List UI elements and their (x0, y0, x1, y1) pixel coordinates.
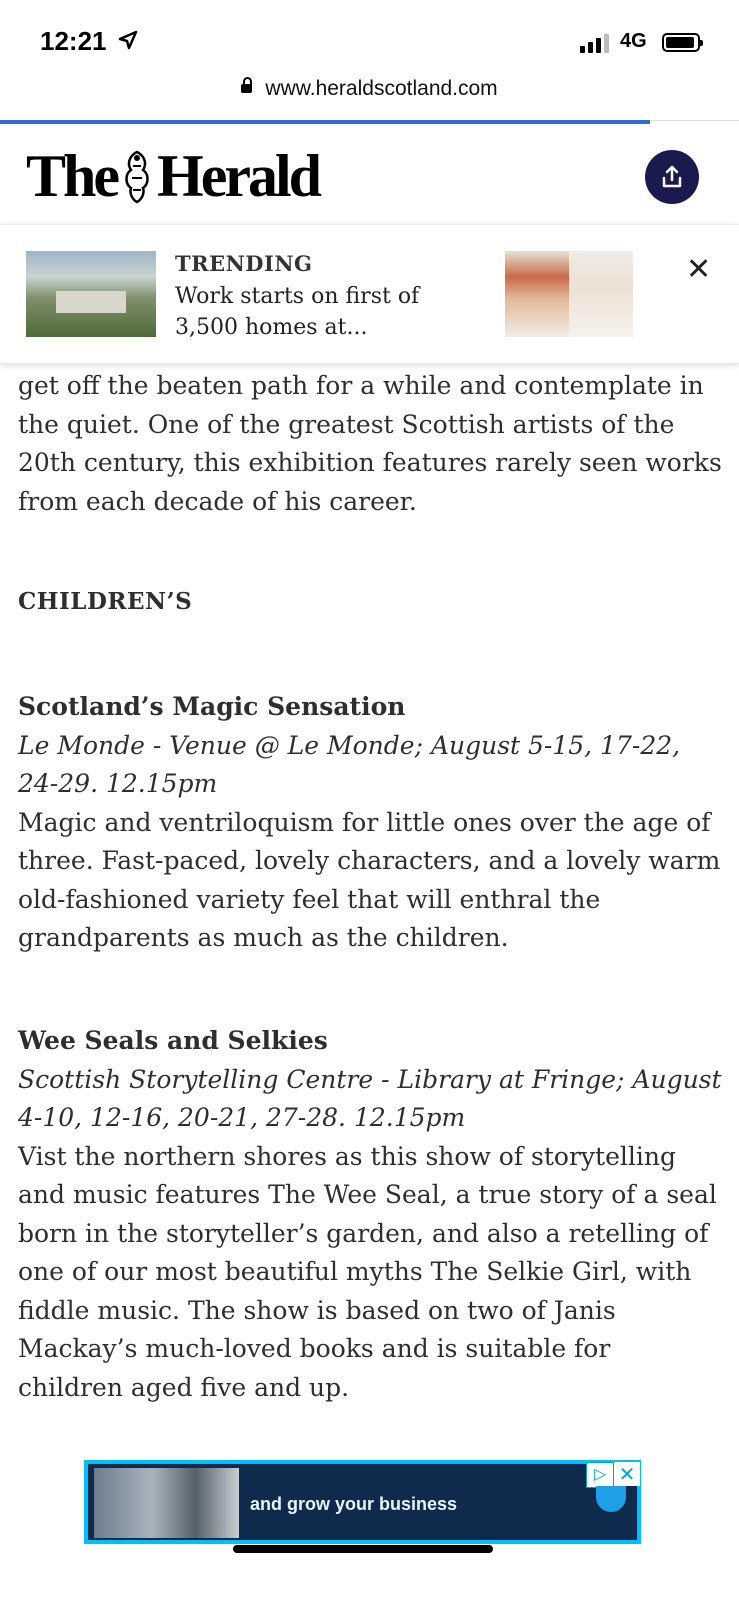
share-icon (658, 163, 686, 191)
home-indicator[interactable] (233, 1545, 493, 1553)
location-arrow-icon (118, 30, 138, 50)
lock-icon (241, 84, 252, 93)
event-title: Wee Seals and Selkies (18, 1026, 328, 1055)
ad-content (88, 1464, 637, 1540)
event-item (18, 1022, 723, 1407)
ad-close-icon[interactable]: ✕ (614, 1462, 640, 1486)
face-photo-1 (505, 251, 569, 337)
address-bar[interactable] (0, 72, 739, 122)
trending-headline[interactable]: Work starts on first of 3,500 homes at... (175, 284, 420, 340)
event-venue: Scottish Storytelling Centre - Library at Fringe; August 4-10, 12-16, 20-21, 27-28. 12.15pm (18, 1064, 722, 1132)
article-intro (18, 367, 723, 521)
battery-icon (662, 33, 700, 52)
ad-photo (94, 1468, 239, 1538)
network-type: 4G (620, 30, 647, 52)
trending-banner[interactable] (0, 224, 739, 363)
signal-icon (580, 33, 609, 53)
event-venue: Le Monde - Venue @ Le Monde; August 5-15, 17-22, 24-29. 12.15pm (18, 730, 681, 798)
face-photo-2 (569, 251, 633, 337)
intro-paragraph: get off the beaten path for a while and contemplate in the quiet. One of the greatest Scottish artists of the 20th century, this exhibition features rarely seen works from each decade of his career. (18, 371, 722, 516)
event-description: Magic and ventriloquism for little ones over the age of three. Fast-paced, lovely characters, and a lovely warm old-fashioned variety feel that will enthral the grandparents as much as the children. (18, 807, 721, 952)
logo-text-left: The (26, 143, 118, 209)
event-item (18, 688, 723, 958)
status-time: 12:21 (40, 26, 107, 56)
advertisement-banner[interactable] (84, 1460, 641, 1544)
url-text: www.heraldscotland.com (265, 77, 498, 100)
crest-icon (119, 148, 155, 206)
site-header (0, 124, 739, 224)
herald-logo[interactable] (26, 142, 319, 211)
logo-text-right: Herald (157, 143, 320, 209)
close-icon[interactable]: ✕ (686, 252, 712, 287)
share-button[interactable] (645, 150, 699, 204)
ad-text: and grow your business (250, 1494, 458, 1514)
trending-faces-image (505, 251, 635, 337)
trending-thumbnail (26, 251, 156, 337)
status-bar (0, 0, 739, 72)
trending-label: TRENDING (175, 251, 313, 276)
event-title: Scotland’s Magic Sensation (18, 692, 406, 721)
ad-choices-icon[interactable]: ▷ (586, 1462, 614, 1488)
event-description: Vist the northern shores as this show of storytelling and music features The Wee Seal, a true story of a seal born in the storyteller’s garden, and also a retelling of one of our most beautiful myths The Selkie Girl, with fiddle music. The show is based on two of Janis Mackay’s much-loved books and is suitable for children aged five and up. (18, 1141, 717, 1402)
section-heading: CHILDREN’S (18, 588, 193, 615)
